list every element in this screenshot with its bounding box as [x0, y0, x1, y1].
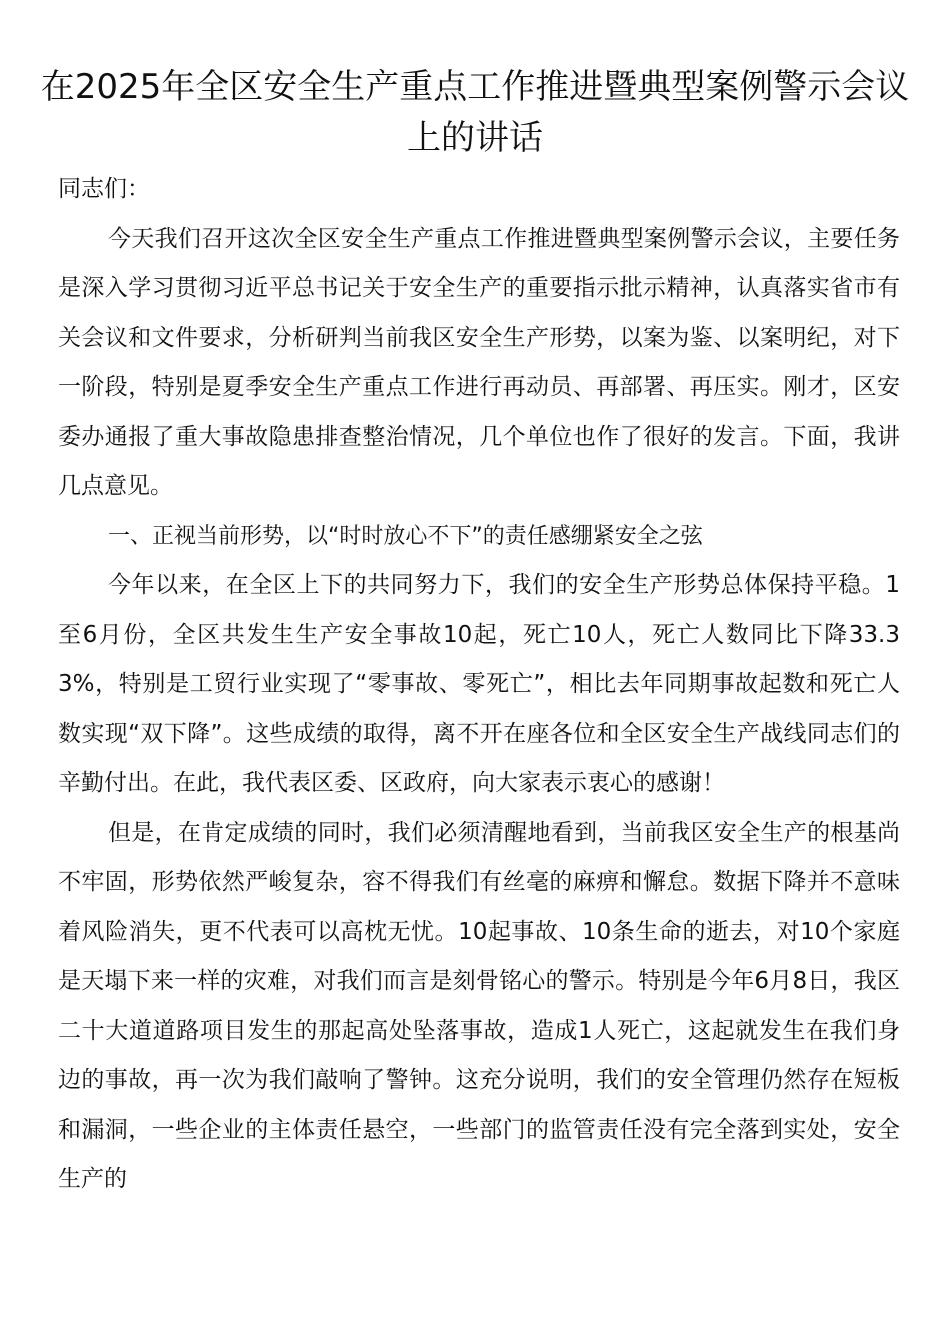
section-heading: 一、正视当前形势，以“时时放心不下”的责任感绷紧安全之弦 — [108, 523, 703, 549]
paragraph-achievements: 今年以来，在全区上下的共同努力下，我们的安全生产形势总体保持平稳。1至6月份，全区共发生生产安全事故10起，死亡10人，死亡人数同比下降33.33%，特别是工贸行业实现了“零事故、零死亡”，相比去年同期事故起数和死亡人数实现“双下降”。这些成绩的取得，离不开在座各位和全区安全生产战线同志们的辛勤付出。在此，我代表区委、区政府，向大家表示衷心的感谢！ — [58, 572, 900, 796]
document-title: 在2025年全区安全生产重点工作推进暨典型案例警示会议上的讲话 — [40, 67, 910, 158]
document-body — [58, 165, 900, 1205]
paragraph-intro: 今天我们召开这次全区安全生产重点工作推进暨典型案例警示会议，主要任务是深入学习贯彻习近平总书记关于安全生产的重要指示批示精神，认真落实省市有关会议和文件要求，分析研判当前我区安全生产形势，以案为鉴、以案明纪，对下一阶段，特别是夏季安全生产重点工作进行再动员、再部署、再压实。刚才，区安委办通报了重大事故隐患排查整治情况，几个单位也作了很好的发言。下面，我讲几点意见。 — [58, 225, 900, 499]
paragraph-warnings: 但是，在肯定成绩的同时，我们必须清醒地看到，当前我区安全生产的根基尚不牢固，形势依然严峻复杂，容不得我们有丝毫的麻痹和懈怠。数据下降并不意味着风险消失，更不代表可以高枕无忧。10起事故、10条生命的逝去，对10个家庭是天塌下来一样的灾难，对我们而言是刻骨铭心的警示。特别是今年6月8日，我区二十大道道路项目发生的那起高处坠落事故，造成1人死亡，这起就发生在我们身边的事故，再一次为我们敲响了警钟。这充分说明，我们的安全管理仍然存在短板和漏洞，一些企业的主体责任悬空，一些部门的监管责任没有完全落到实处，安全生产的 — [58, 819, 900, 1192]
salutation: 同志们： — [58, 176, 150, 202]
